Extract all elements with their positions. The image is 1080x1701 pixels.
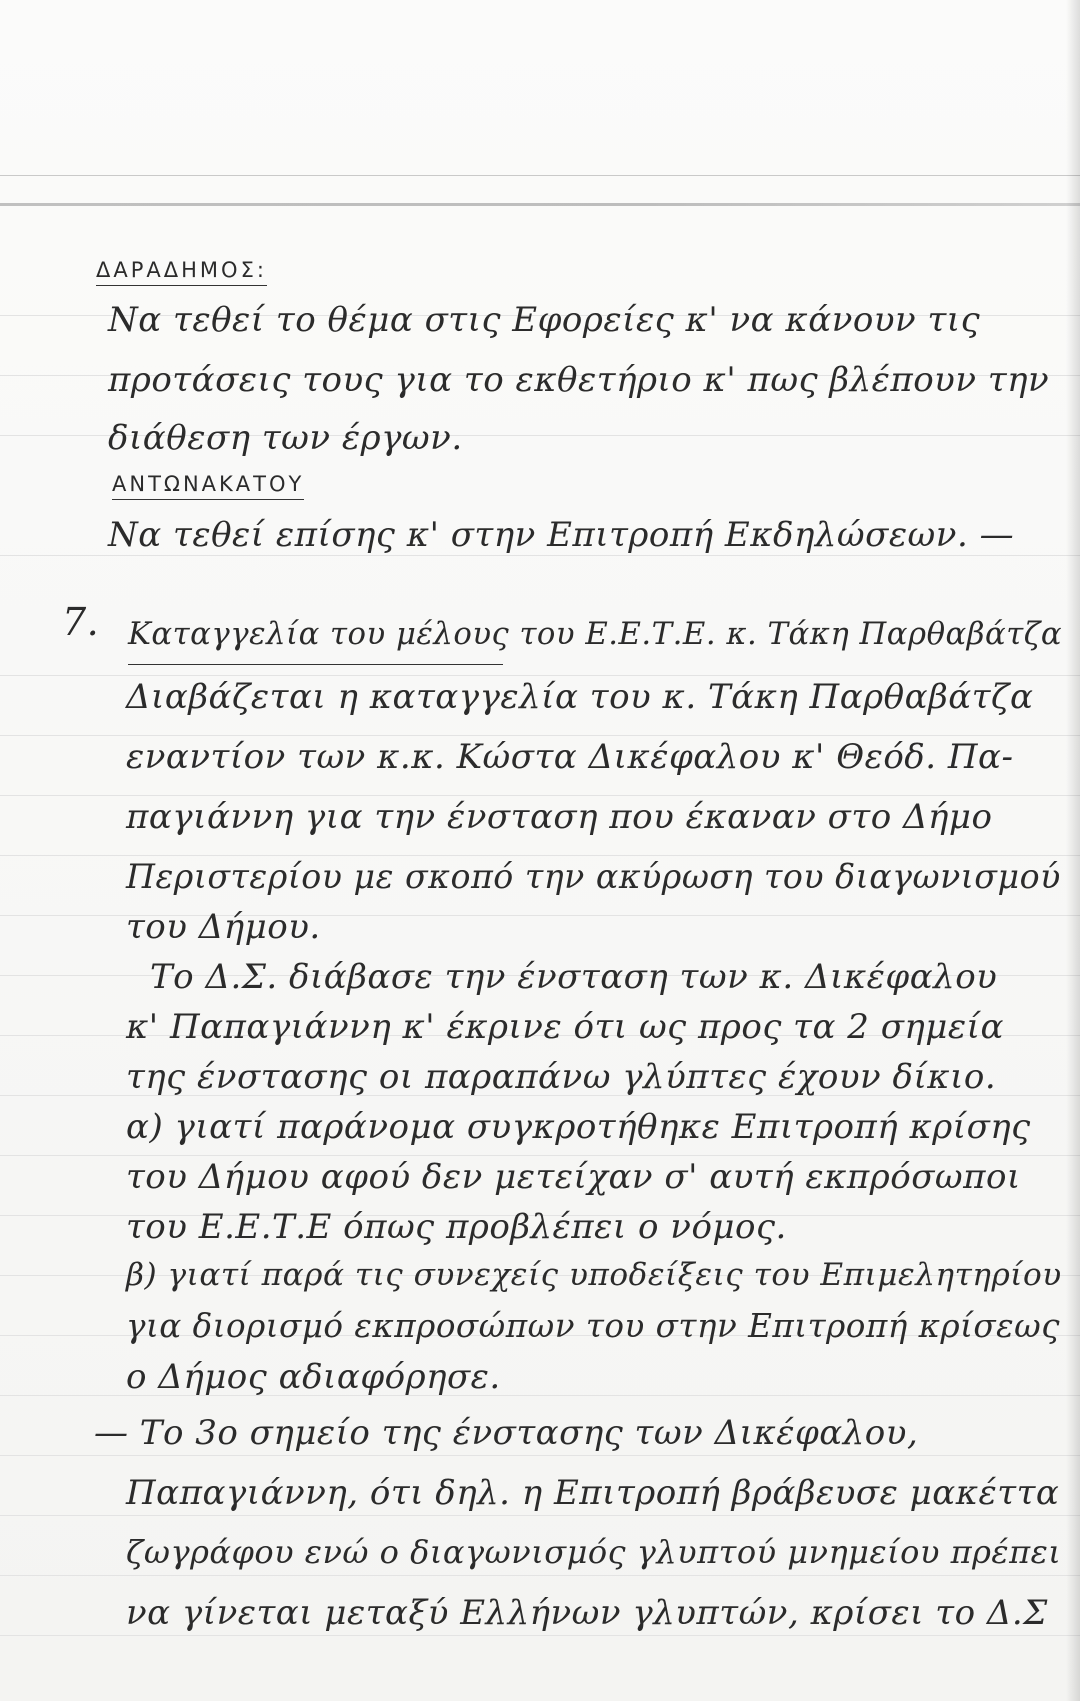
header-margin-rule [0, 203, 1080, 206]
ruled-line [0, 1155, 1080, 1156]
minutes-line: διάθεση των έργων. [108, 418, 463, 458]
page-top-rule [0, 175, 1080, 176]
minutes-line: Το Δ.Σ. διάβασε την ένσταση των κ. Δικέφαλου [150, 957, 998, 997]
minutes-line: Διαβάζεται η καταγγελία του κ. Τάκη Παρθαβάτζα [126, 677, 1034, 717]
ruled-line [0, 555, 1080, 556]
ruled-line [0, 1455, 1080, 1456]
minutes-line: εναντίον των κ.κ. Κώστα Δικέφαλου κ' Θεόδ. Πα- [126, 737, 1014, 777]
minutes-line: κ' Παπαγιάννη κ' έκρινε ότι ως προς τα 2 σημεία [126, 1007, 1004, 1047]
minutes-line: Παπαγιάννη, ότι δηλ. η Επιτροπή βράβευσε μακέττα [126, 1473, 1060, 1513]
minutes-line: της ένστασης οι παραπάνω γλύπτες έχουν δίκιο. [126, 1057, 997, 1097]
minutes-line: Περιστερίου με σκοπό την ακύρωση του διαγωνισμού [126, 857, 1061, 896]
speaker-name: ΔΑΡΑΔΗΜΟΣ: [96, 258, 267, 286]
minutes-line: β) γιατί παρά τις συνεχείς υποδείξεις του Επιμελητηρίου [126, 1257, 1062, 1293]
minutes-line: Να τεθεί επίσης κ' στην Επιτροπή Εκδηλώσεων. — [108, 515, 1015, 555]
ruled-line [0, 855, 1080, 856]
ruled-line [0, 795, 1080, 796]
item-title-underline [128, 664, 503, 665]
minutes-line: για διορισμό εκπροσώπων του στην Επιτροπή κρίσεως [126, 1307, 1060, 1345]
minutes-line: ζωγράφου ενώ ο διαγωνισμός γλυπτού μνημείου πρέπει [126, 1533, 1062, 1571]
ruled-line [0, 1575, 1080, 1576]
minutes-line: του Δήμου αφού δεν μετείχαν σ' αυτή εκπρόσωποι [126, 1157, 1021, 1197]
minutes-line: ο Δήμος αδιαφόρησε. [126, 1357, 501, 1397]
minutes-line: προτάσεις τους για το εκθετήριο κ' πως βλέπουν την [108, 360, 1050, 400]
ruled-line [0, 735, 1080, 736]
minutes-line: α) γιατί παράνομα συγκροτήθηκε Επιτροπή κρίσης [126, 1107, 1031, 1147]
minutes-line: Να τεθεί το θέμα στις Εφορείες κ' να κάνουν τις [108, 300, 981, 340]
speaker-name: ΑΝΤΩΝΑΚΑΤΟΥ [112, 472, 304, 500]
minutes-line: παγιάννη για την ένσταση που έκαναν στο Δήμο [126, 797, 993, 837]
minutes-line: — Το 3ο σημείο της ένστασης των Δικέφαλου, [94, 1413, 919, 1453]
item-number: 7. [62, 600, 100, 644]
ruled-line [0, 675, 1080, 676]
page-edge-shadow [1066, 0, 1080, 1701]
ruled-line [0, 1635, 1080, 1636]
item-title: Καταγγελία του μέλους του Ε.Ε.Τ.Ε. κ. Τάκη Παρθαβάτζα [128, 616, 1063, 652]
minutes-line: να γίνεται μεταξύ Ελλήνων γλυπτών, κρίσει το Δ.Σ [126, 1593, 1048, 1633]
ruled-line [0, 1515, 1080, 1516]
minutes-line: του Δήμου. [126, 907, 321, 947]
minutes-line: του Ε.Ε.Τ.Ε όπως προβλέπει ο νόμος. [126, 1207, 787, 1247]
